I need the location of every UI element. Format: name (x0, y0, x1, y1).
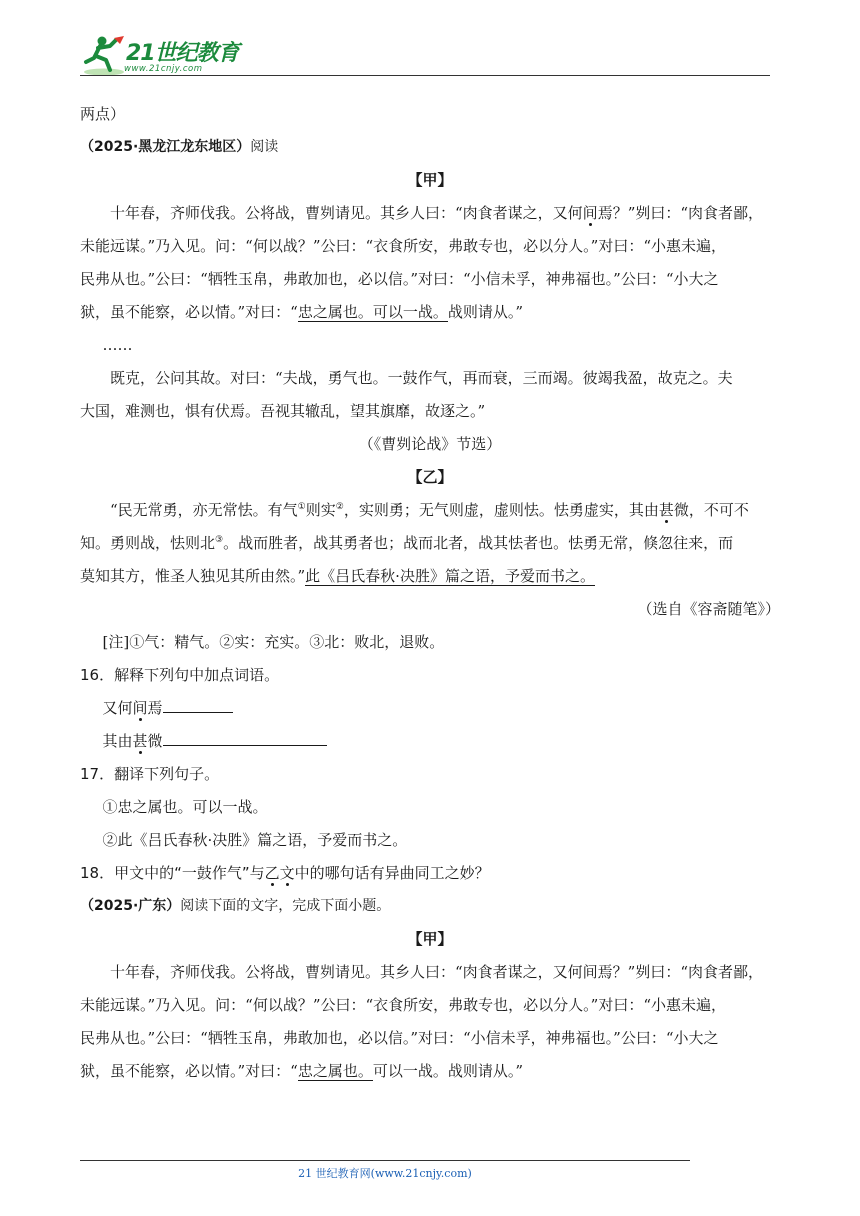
logo-url: www.21cnjy.com (124, 64, 203, 74)
header-divider (80, 75, 770, 76)
annotation-note: [注]①气：精气。②实：充实。③北：败北，退败。 (102, 633, 445, 651)
passage-line: 民弗从也。”公曰：“牺牲玉帛，弗敢加也，必以信。”对曰：“小信未孚，神弗福也。”公曰：“小大之 (80, 270, 719, 288)
answer-blank[interactable] (163, 698, 233, 713)
citation-rongzhai: （选自《容斋随笔》） (637, 600, 780, 618)
question-17-item-a: ①忠之属也。可以一战。 (102, 798, 268, 816)
passage-line: 十年春，齐师伐我。公将战，曹刿请见。其乡人曰：“肉食者谋之，又何间焉？”刿曰：“肉食者鄙， (110, 963, 764, 981)
footnote-marker: ③ (215, 535, 224, 545)
source-region: （2025·广东） (80, 898, 181, 914)
citation-caogui: （《曹刿论战》节选） (358, 435, 502, 453)
question-16-item-b: 其由甚微 (80, 725, 780, 758)
runner-logo-icon (80, 34, 126, 78)
passage-line: 狱，虽不能察，必以情。”对曰：“忠之属也。可以一战。战则请从。” (80, 303, 524, 321)
passage-line: 十年春，齐师伐我。公将战，曹刿请见。其乡人曰：“肉食者谋之，又何间焉？”刿曰：“肉食者鄙， (110, 204, 764, 222)
question-16: 16．解释下列句中加点词语。 (80, 666, 280, 684)
source-region: （2025·黑龙江龙东地区） (80, 139, 251, 155)
footer-link[interactable]: 21 世纪教育网(www.21cnjy.com) (298, 1167, 472, 1180)
passage-title-jia-2: 【甲】 (407, 930, 453, 948)
passage-title-yi: 【乙】 (407, 468, 453, 486)
page-header (80, 28, 770, 80)
passage-line: “民无常勇，亦无常怯。有气①则实②，实则勇；无气则虚，虚则怯。怯勇虚实，其由甚微，不可不 (110, 501, 749, 519)
passage-title-jia: 【甲】 (407, 171, 453, 189)
underlined-sentence: 忠之属也。可以一战。 (297, 303, 448, 321)
passage-yi (80, 494, 780, 593)
question-17-item-b: ②此《吕氏春秋·决胜》篇之语，予爱而书之。 (102, 831, 408, 849)
continuation-text: 两点） (80, 105, 126, 123)
passage-line: 未能远谋。”乃入见。问：“何以战？”公曰：“衣食所安，弗敢专也，必以分人。”对曰：“小惠未遍， (80, 996, 727, 1014)
passage-jia-2 (80, 956, 780, 1088)
dotted-char: 文 (279, 864, 295, 882)
passage-jia (80, 197, 780, 428)
ellipsis: …… (102, 336, 133, 354)
question-16-item-a: 又何间焉 (80, 692, 780, 725)
passage-line: 知。勇则战，怯则北③。战而胜者，战其勇者也；战而北者，战其怯者也。怯勇无常，倏忽往来，而 (80, 534, 734, 552)
dotted-char: 甚 (658, 501, 674, 519)
passage-line: 民弗从也。”公曰：“牺牲玉帛，弗敢加也，必以信。”对曰：“小信未孚，神弗福也。”公曰：“小大之 (80, 1029, 719, 1047)
passage-line: 既克，公问其故。对曰：“夫战，勇气也。一鼓作气，再而衰，三而竭。彼竭我盈，故克之。夫 (110, 369, 733, 387)
question-17: 17．翻译下列句子。 (80, 765, 220, 783)
passage-line: 未能远谋。”乃入见。问：“何以战？”公曰：“衣食所安，弗敢专也，必以分人。”对曰：“小惠未遍， (80, 237, 727, 255)
document-body (80, 98, 780, 1088)
source-label-2 (80, 890, 780, 923)
source-instruction: 阅读 (250, 139, 279, 155)
underlined-sentence: 忠之属也。 (297, 1062, 373, 1080)
question-18: 18．甲文中的“一鼓作气”与乙文中的哪句话有异曲同工之妙？ (80, 864, 490, 882)
footnote-marker: ① (297, 502, 306, 512)
source-instruction: 阅读下面的文字，完成下面小题。 (180, 898, 391, 914)
dotted-char: 乙 (264, 864, 280, 882)
answer-blank[interactable] (163, 731, 327, 746)
source-label-1 (80, 131, 780, 164)
footnote-marker: ② (335, 502, 344, 512)
passage-line: 莫知其方，惟圣人独见其所由然。”此《吕氏春秋·决胜》篇之语，予爱而书之。 (80, 567, 595, 585)
site-logo (80, 34, 250, 78)
underlined-sentence: 此《吕氏春秋·决胜》篇之语，予爱而书之。 (305, 567, 595, 585)
dotted-char: 间 (132, 699, 148, 717)
passage-line: 狱，虽不能察，必以情。”对曰：“忠之属也。可以一战。战则请从。” (80, 1062, 524, 1080)
dotted-char: 甚 (132, 732, 148, 750)
logo-wordmark: 21世纪教育 (126, 41, 239, 66)
footer-divider (80, 1160, 690, 1161)
dotted-char: 间 (582, 204, 598, 222)
passage-line: 大国，难测也，惧有伏焉。吾视其辙乱，望其旗靡，故逐之。” (80, 402, 486, 420)
